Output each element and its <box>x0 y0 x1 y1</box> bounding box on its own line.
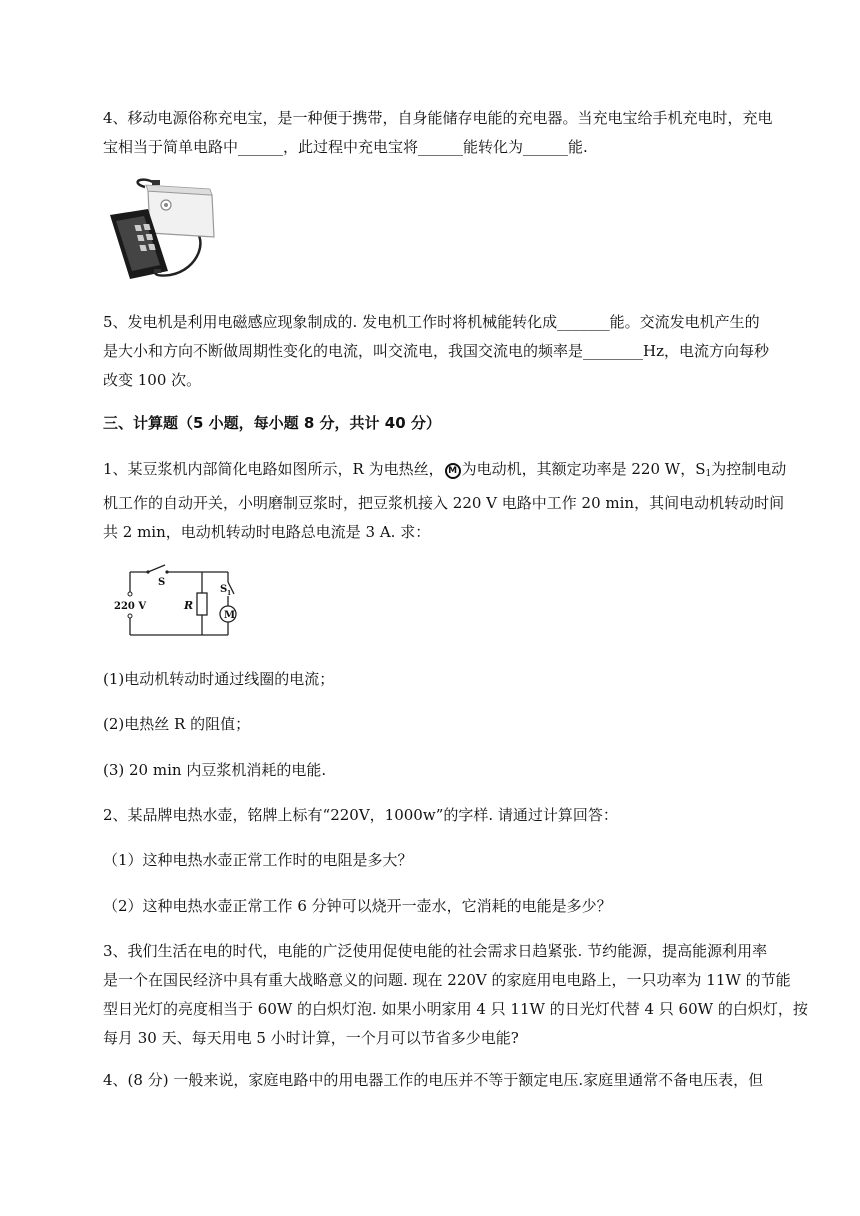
calc-1-line-1-b: 为电动机，其额定功率是 220 W，S <box>461 460 706 478</box>
circuit-switch2-sub: 1 <box>227 590 232 597</box>
circuit-motor-label: M <box>224 610 236 621</box>
calc-3-line-4: 每月 30 天、每天用电 5 小时计算，一个月可以节省多少电能? <box>103 1029 519 1047</box>
calc-2-sub-1: （1）这种电热水壶正常工作时的电阻是多大？ <box>103 851 413 869</box>
calc-1-sub-2: (2)电热丝 R 的阻值； <box>103 715 251 733</box>
question-5-line-2: 是大小和方向不断做周期性变化的电流，叫交流电，我国交流电的频率是________Hz，电流方向每秒 <box>103 342 769 360</box>
calc-1-sub-3: (3) 20 min 内豆浆机消耗的电能. <box>103 761 327 779</box>
calc-3-line-1: 3、我们生活在电的时代，电能的广泛使用促使电能的社会需求日趋紧张. 节约能源，提高能源利用率 <box>103 942 768 960</box>
calc-question-3 <box>103 937 808 1053</box>
calc-1-line-1-c: 为控制电动 <box>711 460 787 478</box>
calc-1-subscript: 1 <box>705 469 712 479</box>
circuit-switch2-label: S <box>220 584 228 595</box>
calc-3-line-2: 是一个在国民经济中具有重大战略意义的问题. 现在 220V 的家庭用电电路上，一只功率为 11W 的节能 <box>103 971 791 989</box>
question-5-line-1: 5、发电机是利用电磁感应现象制成的. 发电机工作时将机械能转化成_______能。交流发电机产生的 <box>103 313 760 331</box>
power-bank-phone-image <box>100 175 220 290</box>
circuit-switch-label: S <box>158 577 166 588</box>
calc-1-line-1-a: 1、某豆浆机内部简化电路如图所示，R 为电热丝， <box>103 460 444 478</box>
question-4 <box>103 104 803 162</box>
calc-2-sub-2: （2）这种电热水壶正常工作 6 分钟可以烧开一壶水，它消耗的电能是多少？ <box>103 897 612 915</box>
question-5-line-3: 改变 100 次。 <box>103 371 202 389</box>
circuit-diagram <box>110 562 250 644</box>
calc-question-1 <box>103 455 803 547</box>
circuit-resistor-label: R <box>184 599 194 612</box>
circuit-voltage-label: 220 V <box>114 601 147 612</box>
calc-question-2: 2、某品牌电热水壶，铭牌上标有“220V，1000w”的字样. 请通过计算回答： <box>103 806 618 824</box>
calc-question-4: 4、(8 分) 一般来说，家庭电路中的用电器工作的电压并不等于额定电压.家庭里通常不备电压表，但 <box>103 1071 764 1089</box>
calc-1-line-2: 机工作的自动开关，小明磨制豆浆时，把豆浆机接入 220 V 电路中工作 20 min，其间电动机转动时间 <box>103 494 785 512</box>
calc-1-sub-1: (1)电动机转动时通过线圈的电流； <box>103 670 335 688</box>
section-3-heading: 三、计算题（5 小题，每小题 8 分，共计 40 分） <box>103 414 441 432</box>
calc-1-line-1 <box>103 455 803 489</box>
question-5 <box>103 308 803 395</box>
calc-1-line-3: 共 2 min，电动机转动时电路总电流是 3 A. 求： <box>103 523 431 541</box>
question-4-line-2: 宝相当于简单电路中______，此过程中充电宝将______能转化为______能. <box>103 138 588 156</box>
motor-icon: M <box>445 463 461 479</box>
calc-3-line-3: 型日光灯的亮度相当于 60W 的白炽灯泡. 如果小明家用 4 只 11W 的日光灯代替 4 只 60W 的白炽灯，按 <box>103 1000 808 1018</box>
question-4-line-1: 4、移动电源俗称充电宝，是一种便于携带，自身能储存电能的充电器。当充电宝给手机充电时，充电 <box>103 109 773 127</box>
